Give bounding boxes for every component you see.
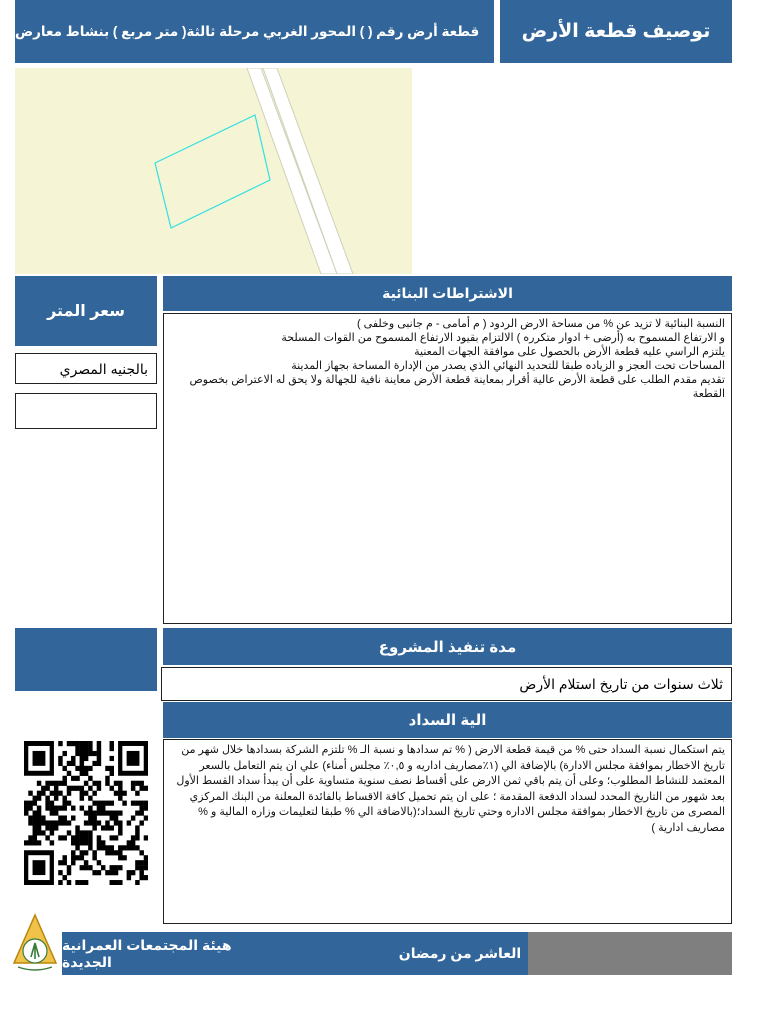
price-value	[15, 393, 157, 429]
footer-authority: هيئة المجتمعات العمرانية الجديدة	[62, 936, 232, 970]
term-line: يلتزم الراسي عليه قطعة الأرض بالحصول على موافقة الجهات المعنية	[414, 346, 725, 358]
nuca-logo-icon	[12, 913, 58, 973]
plot-map	[15, 68, 412, 274]
qr-code[interactable]	[24, 741, 148, 885]
building-terms-body	[163, 313, 732, 624]
plot-outline	[155, 115, 270, 228]
duration-text: ثلاث سنوات من تاريخ استلام الأرض	[161, 667, 732, 701]
duration-title: مدة تنفيذ المشروع	[163, 628, 732, 665]
term-line: و الارتفاع المسموح به (أرضى + ادوار متكرره ) الالتزام بقيود الارتفاع المسموح من القوات المسلحة	[281, 332, 725, 344]
payment-title: الية السداد	[163, 702, 732, 738]
price-currency: بالجنيه المصري	[15, 353, 157, 384]
building-terms-title: الاشتراطات البنائية	[163, 276, 732, 311]
price-title: سعر المتر	[15, 276, 157, 346]
road-stripe-right	[263, 68, 353, 274]
qr-code-icon	[24, 741, 148, 885]
side-block	[15, 628, 157, 691]
payment-body: يتم استكمال نسبة السداد حتى % من قيمة قطعة الارض ( % تم سدادها و نسبة الـ % تلتزم الشركة بسدادها خلال شهر من تاريخ الاخطار بموافقة مجلس الادارة) بالإضافة الي (١٪مصاريف اداريه و ٠,٥٪ مجلس أمناء) علي ان يتم التعامل بالسعر المعتمد للنشاط المطلوب؛ وعلى أن يتم باقي ثمن الارض على أقساط نصف سنوية متساوية على أن يبدأ سداد القسط الأول بعد شهور من التاريخ المحدد لسداد الدفعة المقدمة ؛ على ان يتم تحميل كافة الاقساط بالفائدة المعلنة من البنك المركزي المصرى من تاريخ الاخطار بموافقة مجلس الاداره وحتي تاريخ السداد؛(بالاضافة الي % طبقا لتعليمات وزاره المالية و % مصاريف ادارية )	[163, 739, 732, 924]
footer-city: العاشر من رمضان	[398, 945, 522, 961]
footer-gray-block	[528, 932, 732, 975]
footer-bar	[62, 932, 528, 975]
plot-subtitle: قطعة أرض رقم ( ) المحور الغربي مرحلة ثالثة( متر مربع ) بنشاط معارض	[15, 0, 494, 63]
term-line: النسبة البنائية لا تزيد عن % من مساحة الارض الردود ( م أمامى - م جانبى وخلفى )	[356, 318, 725, 330]
term-line: تقديم مقدم الطلب على قطعة الأرض عالية أقرار بمعاينة قطعة الأرض معاينة نافية للجهالة ولا يحق له الاعتراض بخصوص القطعة	[189, 374, 725, 400]
term-line: المساحات تحت العجز و الزياده طبقا للتحديد النهائي الذي يصدر من الإدارة المساحة بجهاز المدينة	[291, 360, 725, 372]
document-title: توصيف قطعة الأرض	[500, 0, 732, 63]
road-stripe-left	[247, 68, 337, 274]
